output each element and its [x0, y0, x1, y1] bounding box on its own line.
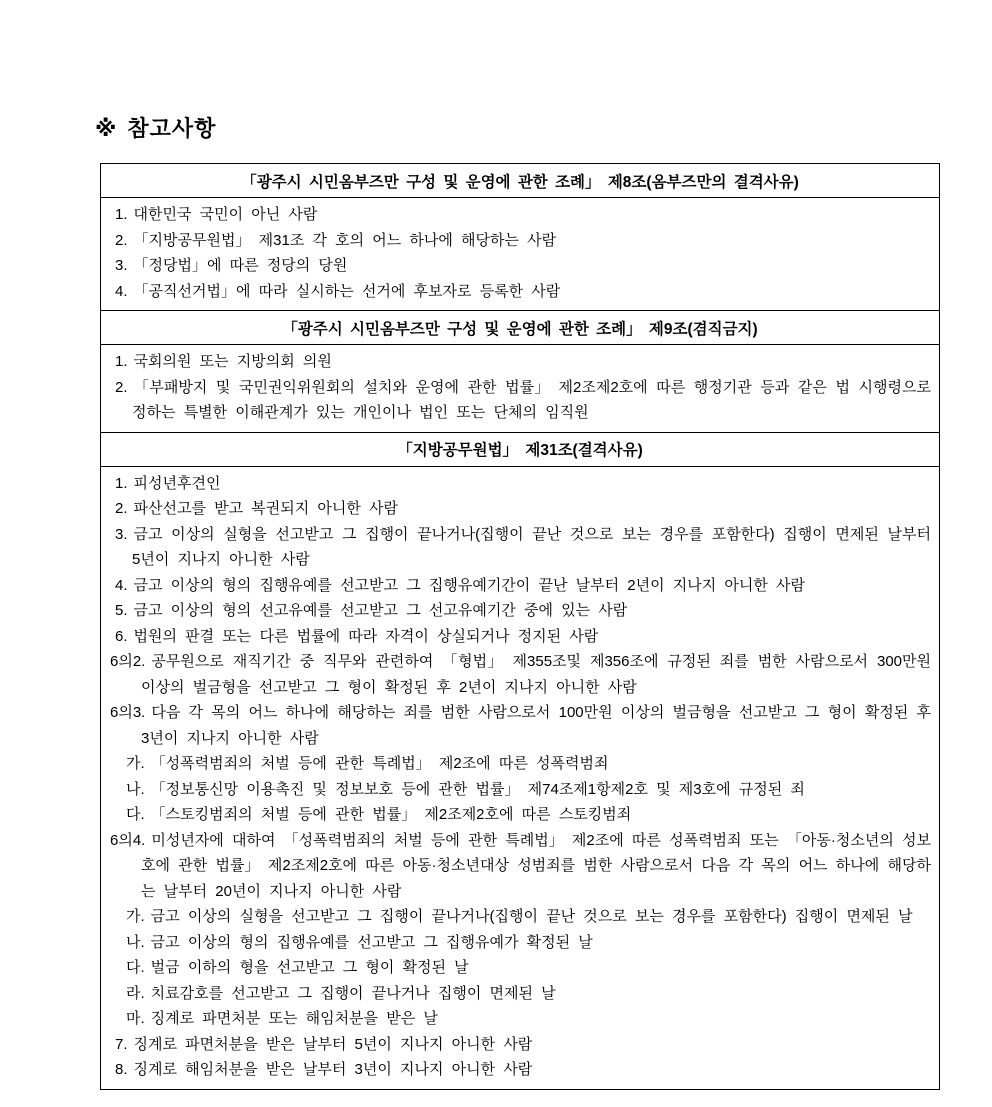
item-text: 「정보통신망 이용촉진 및 정보보호 등에 관한 법률」 제74조제1항제2호 및 제3호에 규정된 죄: [150, 780, 805, 798]
item-text: 피성년후견인: [133, 474, 221, 492]
item-text: 금고 이상의 실형을 선고받고 그 집행이 끝나거나(집행이 끝난 것으로 보는 경우를 포함한다) 집행이 면제된 날부터 5년이 지나지 아니한 사람: [132, 525, 931, 568]
list-item: [108, 700, 931, 751]
list-item: [108, 649, 931, 700]
item-label: 5.: [115, 602, 128, 619]
section-3-body-row: [101, 466, 940, 1089]
list-sub-item: [108, 802, 931, 828]
item-label: 가.: [126, 908, 145, 925]
list-item: [108, 624, 931, 650]
list-item: [108, 828, 931, 905]
reference-table: [100, 163, 940, 1090]
item-label: 4.: [115, 282, 128, 300]
item-label: 나.: [126, 780, 145, 798]
item-text: 징계로 해임처분을 받은 날부터 3년이 지나지 아니한 사람: [133, 1061, 533, 1078]
item-text: 「부패방지 및 국민권익위원회의 설치와 운영에 관한 법률」 제2조제2호에 따른 행정기관 등과 같은 법 시행령으로 정하는 특별한 이해관계가 있는 개인이나 법인 또는 단체의 임직원: [132, 378, 931, 421]
list-item: [108, 598, 931, 624]
section-2-body-row: [101, 345, 940, 433]
item-text: 「스토킹범죄의 처벌 등에 관한 법률」 제2조제2호에 따른 스토킹범죄: [150, 806, 632, 823]
list-item: [108, 228, 931, 254]
list-item: [108, 573, 931, 599]
section-body: [101, 466, 940, 1089]
section-body: [101, 198, 940, 311]
list-item: [108, 202, 931, 228]
list-sub-item: [108, 751, 931, 777]
item-label: 가.: [126, 755, 145, 772]
item-label: 4.: [115, 576, 128, 594]
item-label: 3.: [115, 257, 128, 274]
item-text: 금고 이상의 형의 집행유예를 선고받고 그 집행유예가 확정된 날: [150, 933, 593, 951]
item-label: 다.: [126, 806, 145, 823]
list-sub-item: [108, 930, 931, 956]
page-title: [95, 112, 216, 143]
item-label: 3.: [115, 525, 128, 543]
item-text: 대한민국 국민이 아닌 사람: [133, 206, 318, 223]
item-text: 금고 이상의 형의 집행유예를 선고받고 그 집행유예기간이 끝난 날부터 2년이 지나지 아니한 사람: [133, 576, 805, 594]
page-title-text: 참고사항: [127, 116, 217, 141]
list-item: [108, 1057, 931, 1083]
item-text: 「공직선거법」에 따라 실시하는 선거에 후보자로 등록한 사람: [133, 282, 561, 300]
item-text: 징계로 파면처분 또는 해임처분을 받은 날: [150, 1010, 438, 1027]
section-1-header-row: [101, 164, 940, 198]
item-label: 7.: [115, 1035, 128, 1053]
section-2-header-row: [101, 311, 940, 345]
item-label: 6의4.: [110, 831, 146, 849]
reference-mark: ※: [95, 116, 118, 141]
section-header: 「지방공무원법」 제31조(결격사유): [101, 432, 940, 466]
section-3-header-row: [101, 432, 940, 466]
section-header: 「광주시 시민옴부즈만 구성 및 운영에 관한 조례」 제8조(옴부즈만의 결격사유): [101, 164, 940, 198]
item-label: 마.: [126, 1010, 145, 1027]
section-header: 「광주시 시민옴부즈만 구성 및 운영에 관한 조례」 제9조(겸직금지): [101, 311, 940, 345]
list-item: [108, 375, 931, 426]
list-sub-item: [108, 904, 931, 930]
item-text: 법원의 판결 또는 다른 법률에 따라 자격이 상실되거나 정지된 사람: [133, 627, 599, 645]
item-label: 나.: [126, 933, 145, 951]
item-label: 6의2.: [110, 653, 146, 670]
list-sub-item: [108, 777, 931, 803]
item-text: 미성년자에 대하여 「성폭력범죄의 처벌 등에 관한 특례법」 제2조에 따른 성폭력범죄 또는 「아동·청소년의 성보호에 관한 법률」 제2조제2호에 따른 아동·청소년대상 성범죄를 범한 사람으로서 다음 각 목의 어느 하나에 해당하는 날부터 20년이 지나지 아니한 사람: [141, 831, 931, 900]
item-label: 8.: [115, 1061, 128, 1078]
list-item: [108, 349, 931, 375]
item-label: 2.: [115, 500, 128, 517]
item-text: 「정당법」에 따른 정당의 당원: [133, 257, 348, 274]
item-text: 벌금 이하의 형을 선고받고 그 형이 확정된 날: [150, 959, 469, 976]
item-text: 금고 이상의 실형을 선고받고 그 집행이 끝나거나(집행이 끝난 것으로 보는 경우를 포함한다) 집행이 면제된 날: [150, 908, 913, 925]
list-sub-item: [108, 981, 931, 1007]
item-label: 1.: [115, 206, 128, 223]
list-item: [108, 253, 931, 279]
item-label: 2.: [115, 378, 128, 396]
item-text: 「성폭력범죄의 처벌 등에 관한 특례법」 제2조에 따른 성폭력범죄: [150, 755, 609, 772]
list-item: [108, 1032, 931, 1058]
item-text: 파산선고를 받고 복권되지 아니한 사람: [133, 500, 399, 517]
item-label: 1.: [115, 474, 128, 492]
item-text: 공무원으로 재직기간 중 직무와 관련하여 「형법」 제355조및 제356조에 규정된 죄를 범한 사람으로서 300만원 이상의 벌금형을 선고받고 그 형이 확정된 후 2년이 지나지 아니한 사람: [141, 653, 931, 696]
item-text: 다음 각 목의 어느 하나에 해당하는 죄를 범한 사람으로서 100만원 이상의 벌금형을 선고받고 그 형이 확정된 후 3년이 지나지 아니한 사람: [141, 704, 931, 747]
list-item: [108, 471, 931, 497]
item-text: 금고 이상의 형의 선고유예를 선고받고 그 선고유예기간 중에 있는 사람: [133, 602, 628, 619]
item-label: 1.: [115, 353, 128, 370]
item-label: 다.: [126, 959, 145, 976]
item-text: 「지방공무원법」 제31조 각 호의 어느 하나에 해당하는 사람: [133, 231, 557, 249]
item-label: 6의3.: [110, 704, 146, 721]
list-item: [108, 279, 931, 305]
item-label: 2.: [115, 231, 128, 249]
item-label: 6.: [115, 627, 128, 645]
list-item: [108, 522, 931, 573]
item-text: 국회의원 또는 지방의회 의원: [133, 353, 332, 370]
list-sub-item: [108, 955, 931, 981]
item-text: 징계로 파면처분을 받은 날부터 5년이 지나지 아니한 사람: [133, 1035, 533, 1053]
list-item: [108, 496, 931, 522]
item-label: 라.: [126, 984, 145, 1002]
section-1-body-row: [101, 198, 940, 311]
item-text: 치료감호를 선고받고 그 집행이 끝나거나 집행이 면제된 날: [150, 984, 556, 1002]
section-body: [101, 345, 940, 433]
list-sub-item: [108, 1006, 931, 1032]
